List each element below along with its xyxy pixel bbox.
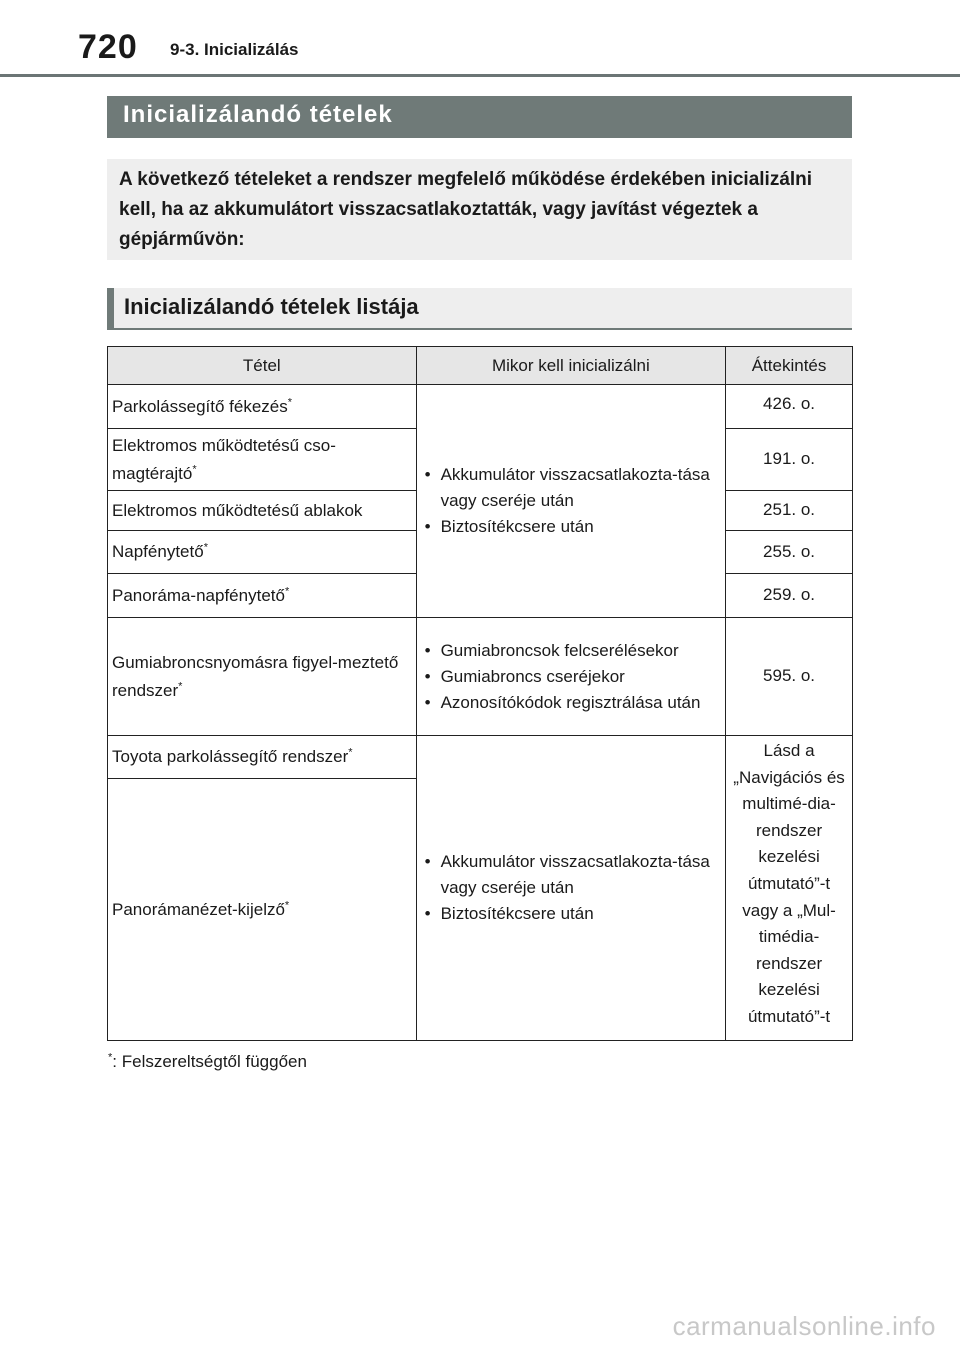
page-number: 720 <box>78 28 138 66</box>
item-cell <box>108 618 417 736</box>
footnote <box>108 1052 307 1072</box>
table-row <box>108 385 853 429</box>
initialization-table <box>107 346 853 1041</box>
item-name: Parkolássegítő fékezés <box>112 396 288 416</box>
item-name: Napfénytető <box>112 542 204 561</box>
page-title: Inicializálandó tételek <box>123 101 393 128</box>
when-list <box>423 638 722 716</box>
reference-cell: 595. o. <box>726 618 853 736</box>
table-row <box>108 736 853 779</box>
when-list <box>423 462 722 540</box>
when-list <box>423 849 722 927</box>
item-name: Elektromos működtetésű ablakok <box>112 500 363 520</box>
footnote-mark: * <box>108 1051 113 1064</box>
list-item: • Akkumulátor visszacsatlakozta-tása vagy cseréje után <box>423 849 722 901</box>
item-cell <box>108 429 417 491</box>
reference-cell: 255. o. <box>726 531 853 574</box>
reference-cell: 251. o. <box>726 491 853 531</box>
asterisk-mark: * <box>287 395 293 408</box>
page-header <box>0 0 960 80</box>
title-banner <box>107 96 852 138</box>
item-name: Gumiabroncsnyomásra figyel-meztető rendszer <box>112 652 399 700</box>
reference-cell: 426. o. <box>726 385 853 429</box>
item-name: Toyota parkolássegítő rendszer <box>112 747 349 766</box>
reference-cell: Lásd a „Navigációs és multimé-dia-rendszer kezelési útmutató”-t vagy a „Mul-timédia-rendszer kezelési útmutató”-t <box>726 736 853 1041</box>
list-item: • Biztosítékcsere után <box>423 901 722 927</box>
asterisk-mark: * <box>178 679 183 692</box>
intro-text: A következő tételeket a rendszer megfelelő működése érdekében inicializálni kell, ha az akkumulátort visszacsatlakoztatták, vagy javítást végeztek a gépjárművön: <box>107 159 852 260</box>
table-row <box>108 618 853 736</box>
item-cell <box>108 491 417 531</box>
section-label: 9-3. Inicializálás <box>170 40 299 59</box>
footnote-text: : Felszereltségtől függően <box>112 1052 307 1071</box>
item-cell <box>108 736 417 779</box>
asterisk-mark: * <box>284 898 290 911</box>
item-cell <box>108 779 417 1041</box>
reference-cell: 259. o. <box>726 574 853 618</box>
asterisk-mark: * <box>284 584 290 597</box>
list-item: • Gumiabroncsok felcserélésekor <box>423 638 722 664</box>
column-header-when: Mikor kell inicializálni <box>416 347 726 385</box>
reference-cell: 191. o. <box>726 429 853 491</box>
item-name: Elektromos működtetésű cso-magtérajtó <box>112 435 336 483</box>
when-cell <box>416 618 726 736</box>
column-header-item: Tétel <box>108 347 417 385</box>
list-heading-text: Inicializálandó tételek listája <box>124 294 419 319</box>
column-header-overview: Áttekintés <box>726 347 853 385</box>
watermark: carmanualsonline.info <box>672 1311 936 1341</box>
asterisk-mark: * <box>203 541 208 554</box>
item-name: Panoráma-napfénytető <box>112 585 285 605</box>
when-cell <box>416 736 726 1041</box>
asterisk-mark: * <box>348 746 353 759</box>
item-cell <box>108 385 417 429</box>
item-name: Panorámanézet-kijelző <box>112 899 285 919</box>
list-heading <box>107 288 852 330</box>
list-item: • Gumiabroncs cseréjekor <box>423 664 722 690</box>
table-header-row <box>108 347 853 385</box>
asterisk-mark: * <box>192 462 197 475</box>
list-item: • Azonosítókódok regisztrálása után <box>423 690 722 716</box>
when-cell <box>416 385 726 618</box>
item-cell <box>108 574 417 618</box>
item-cell <box>108 531 417 574</box>
header-divider <box>0 74 960 77</box>
list-item: • Akkumulátor visszacsatlakozta-tása vagy cseréje után <box>423 462 722 514</box>
list-item: • Biztosítékcsere után <box>423 514 722 540</box>
